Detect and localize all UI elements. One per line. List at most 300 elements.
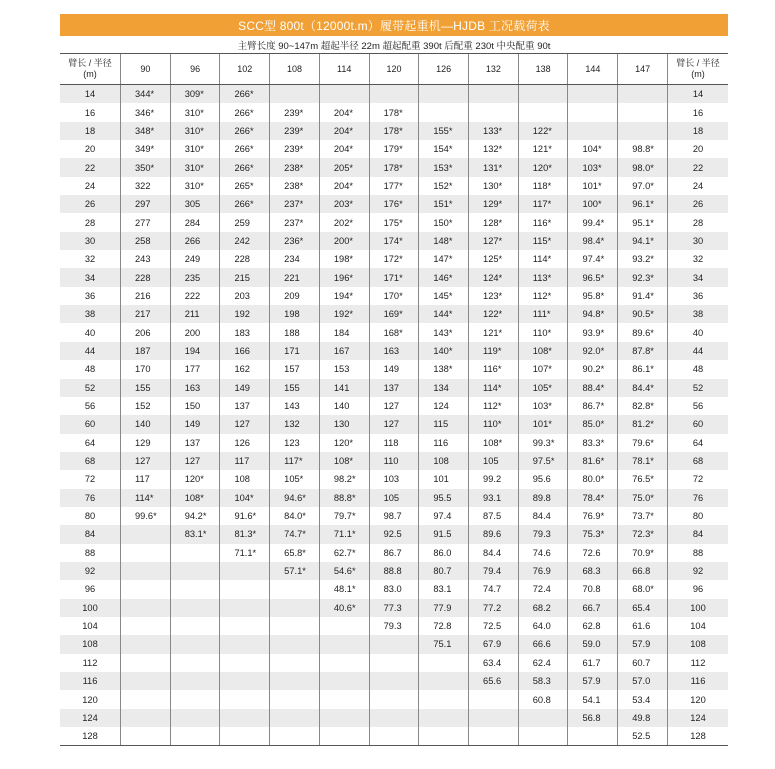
load-cell: 153*	[419, 158, 469, 176]
corner-unit: (m)	[83, 69, 97, 79]
load-cell: 61.6	[618, 617, 668, 635]
load-cell: 349*	[121, 140, 171, 158]
load-cell: 239*	[270, 103, 320, 121]
load-cell: 238*	[270, 177, 320, 195]
load-cell: 79.3	[518, 525, 568, 543]
load-cell: 96.5*	[568, 268, 618, 286]
load-cell: 103*	[518, 397, 568, 415]
load-cell: 88.8*	[319, 489, 369, 507]
load-cell	[170, 672, 220, 690]
load-cell: 86.0	[419, 544, 469, 562]
load-cell: 73.7*	[618, 507, 668, 525]
load-cell: 61.7	[568, 654, 618, 672]
table-row	[60, 470, 728, 488]
table-row	[60, 672, 728, 690]
load-cell	[220, 709, 270, 727]
page-subtitle: 主臂长度 90~147m 超起半径 22m 超起配重 390t 后配重 230t 中央配重 90t	[60, 36, 728, 54]
load-cell	[170, 709, 220, 727]
load-cell: 65.4	[618, 599, 668, 617]
load-cell: 123	[270, 434, 320, 452]
load-cell: 130	[319, 415, 369, 433]
load-cell: 217	[121, 305, 171, 323]
load-cell	[270, 580, 320, 598]
load-cell: 98.4*	[568, 232, 618, 250]
radius-cell-left: 28	[60, 213, 121, 231]
load-cell: 196*	[319, 268, 369, 286]
radius-cell-left: 124	[60, 709, 121, 727]
load-cell: 132	[270, 415, 320, 433]
radius-cell-left: 68	[60, 452, 121, 470]
load-cell	[568, 727, 618, 746]
load-cell: 66.7	[568, 599, 618, 617]
load-cell: 85.0*	[568, 415, 618, 433]
load-cell: 122*	[518, 122, 568, 140]
load-cell: 157	[270, 360, 320, 378]
load-cell: 72.6	[568, 544, 618, 562]
table-row	[60, 360, 728, 378]
load-cell: 71.1*	[319, 525, 369, 543]
load-cell	[121, 690, 171, 708]
radius-cell-left: 18	[60, 122, 121, 140]
table-row	[60, 305, 728, 323]
load-cell: 237*	[270, 213, 320, 231]
radius-cell-left: 60	[60, 415, 121, 433]
radius-cell-right: 68	[668, 452, 729, 470]
load-cell: 137	[369, 379, 419, 397]
load-cell: 67.9	[469, 635, 519, 653]
load-cell: 86.7*	[568, 397, 618, 415]
load-cell: 310*	[170, 122, 220, 140]
load-cell	[319, 617, 369, 635]
radius-cell-left: 56	[60, 397, 121, 415]
load-cell: 322	[121, 177, 171, 195]
table-row	[60, 635, 728, 653]
radius-cell-left: 80	[60, 507, 121, 525]
radius-cell-right: 56	[668, 397, 729, 415]
load-cell: 198	[270, 305, 320, 323]
radius-cell-left: 76	[60, 489, 121, 507]
load-cell: 77.9	[419, 599, 469, 617]
load-cell: 92.5	[369, 525, 419, 543]
load-cell: 60.8	[518, 690, 568, 708]
load-cell	[170, 727, 220, 746]
load-cell: 79.3	[369, 617, 419, 635]
load-cell: 76.9	[518, 562, 568, 580]
load-cell: 144*	[419, 305, 469, 323]
table-header	[60, 54, 728, 85]
radius-cell-right: 60	[668, 415, 729, 433]
load-cell: 192*	[319, 305, 369, 323]
load-cell: 350*	[121, 158, 171, 176]
load-cell: 80.7	[419, 562, 469, 580]
load-cell	[469, 690, 519, 708]
load-cell: 108*	[319, 452, 369, 470]
load-cell: 108*	[170, 489, 220, 507]
radius-cell-left: 34	[60, 268, 121, 286]
load-cell	[170, 544, 220, 562]
load-cell: 98.2*	[319, 470, 369, 488]
load-cell: 140	[319, 397, 369, 415]
load-cell	[270, 635, 320, 653]
load-cell: 56.8	[568, 709, 618, 727]
load-cell: 134	[419, 379, 469, 397]
load-cell	[170, 599, 220, 617]
load-cell: 168*	[369, 323, 419, 341]
load-cell: 127	[369, 397, 419, 415]
load-cell: 117	[121, 470, 171, 488]
load-cell: 83.1*	[170, 525, 220, 543]
load-cell: 81.2*	[618, 415, 668, 433]
load-cell	[419, 727, 469, 746]
load-cell: 243	[121, 250, 171, 268]
load-cell	[121, 525, 171, 543]
load-cell: 205*	[319, 158, 369, 176]
load-cell: 133*	[469, 122, 519, 140]
radius-cell-left: 88	[60, 544, 121, 562]
radius-cell-right: 20	[668, 140, 729, 158]
load-cell: 143	[270, 397, 320, 415]
load-cell: 202*	[319, 213, 369, 231]
load-chart-sheet	[60, 14, 728, 746]
load-cell: 96.1*	[618, 195, 668, 213]
load-cell	[618, 85, 668, 104]
load-cell: 118*	[518, 177, 568, 195]
radius-cell-left: 36	[60, 287, 121, 305]
load-cell: 98.8*	[618, 140, 668, 158]
table-row	[60, 525, 728, 543]
load-cell: 108*	[518, 342, 568, 360]
load-cell: 90.5*	[618, 305, 668, 323]
load-cell: 65.8*	[270, 544, 320, 562]
radius-cell-right: 104	[668, 617, 729, 635]
radius-cell-left: 22	[60, 158, 121, 176]
load-cell: 266*	[220, 158, 270, 176]
table-row	[60, 85, 728, 104]
load-cell: 310*	[170, 140, 220, 158]
load-cell: 95.5	[419, 489, 469, 507]
radius-cell-right: 36	[668, 287, 729, 305]
load-cell: 68.2	[518, 599, 568, 617]
load-cell	[270, 599, 320, 617]
load-cell: 177*	[369, 177, 419, 195]
load-cell: 110*	[518, 323, 568, 341]
load-cell: 72.4	[518, 580, 568, 598]
load-cell: 105	[369, 489, 419, 507]
radius-cell-left: 120	[60, 690, 121, 708]
load-cell: 49.8	[618, 709, 668, 727]
load-cell: 183	[220, 323, 270, 341]
load-cell: 184	[319, 323, 369, 341]
radius-cell-left: 44	[60, 342, 121, 360]
load-cell: 137	[170, 434, 220, 452]
radius-cell-left: 38	[60, 305, 121, 323]
load-cell: 108*	[469, 434, 519, 452]
load-cell: 57.1*	[270, 562, 320, 580]
load-cell	[220, 690, 270, 708]
load-cell: 151*	[419, 195, 469, 213]
load-cell	[518, 103, 568, 121]
load-cell: 107*	[518, 360, 568, 378]
load-cell: 305	[170, 195, 220, 213]
load-cell: 204*	[319, 103, 369, 121]
load-cell: 81.3*	[220, 525, 270, 543]
radius-cell-left: 40	[60, 323, 121, 341]
load-cell: 127	[121, 452, 171, 470]
load-cell: 91.5	[419, 525, 469, 543]
load-cell: 70.9*	[618, 544, 668, 562]
load-cell	[419, 690, 469, 708]
table-row	[60, 727, 728, 746]
load-cell: 101	[419, 470, 469, 488]
load-cell: 93.9*	[568, 323, 618, 341]
load-cell: 110	[369, 452, 419, 470]
load-cell: 81.6*	[568, 452, 618, 470]
radius-cell-right: 72	[668, 470, 729, 488]
load-cell: 94.2*	[170, 507, 220, 525]
load-cell	[419, 654, 469, 672]
load-cell: 204*	[319, 140, 369, 158]
load-cell	[121, 580, 171, 598]
load-cell: 239*	[270, 122, 320, 140]
load-cell: 141	[319, 379, 369, 397]
radius-cell-right: 100	[668, 599, 729, 617]
load-cell	[270, 690, 320, 708]
load-cell: 143*	[419, 323, 469, 341]
load-cell: 127	[369, 415, 419, 433]
load-cell	[369, 672, 419, 690]
load-cell: 66.6	[518, 635, 568, 653]
load-cell: 72.3*	[618, 525, 668, 543]
table-row	[60, 250, 728, 268]
table-row	[60, 122, 728, 140]
load-cell: 74.7	[469, 580, 519, 598]
load-cell	[568, 85, 618, 104]
table-row	[60, 580, 728, 598]
load-cell: 171*	[369, 268, 419, 286]
load-cell: 110*	[469, 415, 519, 433]
load-cell: 120*	[518, 158, 568, 176]
load-cell: 152	[121, 397, 171, 415]
radius-cell-right: 108	[668, 635, 729, 653]
radius-cell-right: 64	[668, 434, 729, 452]
load-cell: 84.4	[518, 507, 568, 525]
load-cell: 103*	[568, 158, 618, 176]
load-cell: 309*	[170, 85, 220, 104]
load-cell: 132*	[469, 140, 519, 158]
radius-cell-left: 96	[60, 580, 121, 598]
radius-cell-left: 32	[60, 250, 121, 268]
table-row	[60, 617, 728, 635]
load-cell: 192	[220, 305, 270, 323]
corner-unit: (m)	[691, 69, 705, 79]
table-row	[60, 158, 728, 176]
load-cell: 221	[270, 268, 320, 286]
table-row	[60, 489, 728, 507]
radius-cell-left: 128	[60, 727, 121, 746]
load-cell	[319, 690, 369, 708]
load-cell: 194*	[319, 287, 369, 305]
load-cell: 238*	[270, 158, 320, 176]
radius-cell-right: 116	[668, 672, 729, 690]
load-cell: 169*	[369, 305, 419, 323]
load-cell	[369, 85, 419, 104]
load-cell: 112*	[518, 287, 568, 305]
header-corner-left	[60, 54, 121, 85]
load-cell	[170, 635, 220, 653]
boom-length-header: 108	[270, 54, 320, 85]
load-cell: 277	[121, 213, 171, 231]
load-cell: 89.8	[518, 489, 568, 507]
load-cell: 266*	[220, 122, 270, 140]
load-cell: 77.3	[369, 599, 419, 617]
radius-cell-right: 96	[668, 580, 729, 598]
load-cell: 215	[220, 268, 270, 286]
load-cell: 63.4	[469, 654, 519, 672]
load-cell: 121*	[518, 140, 568, 158]
load-cell: 204*	[319, 122, 369, 140]
load-cell: 84.4	[469, 544, 519, 562]
load-cell: 101*	[568, 177, 618, 195]
load-cell	[220, 672, 270, 690]
radius-cell-right: 120	[668, 690, 729, 708]
table-row	[60, 213, 728, 231]
load-cell	[369, 635, 419, 653]
radius-cell-right: 84	[668, 525, 729, 543]
load-cell: 123*	[469, 287, 519, 305]
load-cell: 259	[220, 213, 270, 231]
load-cell: 88.4*	[568, 379, 618, 397]
load-cell: 99.3*	[518, 434, 568, 452]
radius-cell-left: 112	[60, 654, 121, 672]
load-cell: 111*	[518, 305, 568, 323]
load-cell: 53.4	[618, 690, 668, 708]
load-cell	[419, 103, 469, 121]
boom-length-header: 144	[568, 54, 618, 85]
load-cell	[369, 727, 419, 746]
radius-cell-left: 52	[60, 379, 121, 397]
load-cell: 172*	[369, 250, 419, 268]
load-cell: 120*	[319, 434, 369, 452]
load-cell: 154*	[419, 140, 469, 158]
radius-cell-left: 20	[60, 140, 121, 158]
load-cell: 155	[270, 379, 320, 397]
load-cell: 116*	[518, 213, 568, 231]
load-cell	[170, 562, 220, 580]
load-cell: 153	[319, 360, 369, 378]
load-cell: 129	[121, 434, 171, 452]
load-cell: 124	[419, 397, 469, 415]
load-cell: 177	[170, 360, 220, 378]
load-cell: 200	[170, 323, 220, 341]
load-cell	[419, 672, 469, 690]
load-cell	[518, 85, 568, 104]
load-cell: 97.4	[419, 507, 469, 525]
radius-cell-left: 24	[60, 177, 121, 195]
load-cell: 98.0*	[618, 158, 668, 176]
load-cell: 209	[270, 287, 320, 305]
load-cell: 103	[369, 470, 419, 488]
load-cell: 105	[469, 452, 519, 470]
load-cell: 52.5	[618, 727, 668, 746]
load-cell: 266	[170, 232, 220, 250]
radius-cell-right: 28	[668, 213, 729, 231]
load-cell: 149	[369, 360, 419, 378]
load-cell	[220, 580, 270, 598]
load-cell: 127	[170, 452, 220, 470]
table-row	[60, 434, 728, 452]
load-cell: 79.7*	[319, 507, 369, 525]
load-cell	[419, 709, 469, 727]
load-cell: 187	[121, 342, 171, 360]
load-cell: 170	[121, 360, 171, 378]
radius-cell-left: 72	[60, 470, 121, 488]
table-row	[60, 379, 728, 397]
load-cell	[170, 690, 220, 708]
load-cell: 216	[121, 287, 171, 305]
load-cell: 198*	[319, 250, 369, 268]
load-cell: 140*	[419, 342, 469, 360]
radius-cell-right: 52	[668, 379, 729, 397]
load-cell: 75.3*	[568, 525, 618, 543]
load-cell: 145*	[419, 287, 469, 305]
load-cell: 82.8*	[618, 397, 668, 415]
load-cell: 200*	[319, 232, 369, 250]
load-cell: 178*	[369, 122, 419, 140]
load-cell: 176*	[369, 195, 419, 213]
load-cell: 228	[121, 268, 171, 286]
load-cell: 167	[319, 342, 369, 360]
load-cell: 88.8	[369, 562, 419, 580]
radius-cell-right: 48	[668, 360, 729, 378]
load-cell: 126	[220, 434, 270, 452]
load-cell: 62.7*	[319, 544, 369, 562]
load-cell: 87.5	[469, 507, 519, 525]
load-cell	[270, 85, 320, 104]
load-cell	[319, 709, 369, 727]
load-cell: 40.6*	[319, 599, 369, 617]
load-cell: 101*	[518, 415, 568, 433]
table-row	[60, 268, 728, 286]
load-cell: 104*	[568, 140, 618, 158]
table-row	[60, 397, 728, 415]
load-cell: 235	[170, 268, 220, 286]
load-cell	[319, 672, 369, 690]
load-cell: 59.0	[568, 635, 618, 653]
load-cell: 62.8	[568, 617, 618, 635]
load-cell: 99.6*	[121, 507, 171, 525]
load-cell: 346*	[121, 103, 171, 121]
load-cell: 87.8*	[618, 342, 668, 360]
radius-cell-right: 76	[668, 489, 729, 507]
radius-cell-right: 18	[668, 122, 729, 140]
boom-length-header: 120	[369, 54, 419, 85]
load-cell: 118	[369, 434, 419, 452]
load-cell	[369, 654, 419, 672]
load-cell: 297	[121, 195, 171, 213]
load-cell	[220, 617, 270, 635]
table-row	[60, 507, 728, 525]
radius-cell-right: 92	[668, 562, 729, 580]
load-cell: 97.4*	[568, 250, 618, 268]
load-cell	[220, 599, 270, 617]
table-row	[60, 342, 728, 360]
boom-length-header: 132	[469, 54, 519, 85]
load-cell	[369, 690, 419, 708]
load-cell	[518, 709, 568, 727]
load-cell: 265*	[220, 177, 270, 195]
table-row	[60, 690, 728, 708]
load-cell: 74.6	[518, 544, 568, 562]
